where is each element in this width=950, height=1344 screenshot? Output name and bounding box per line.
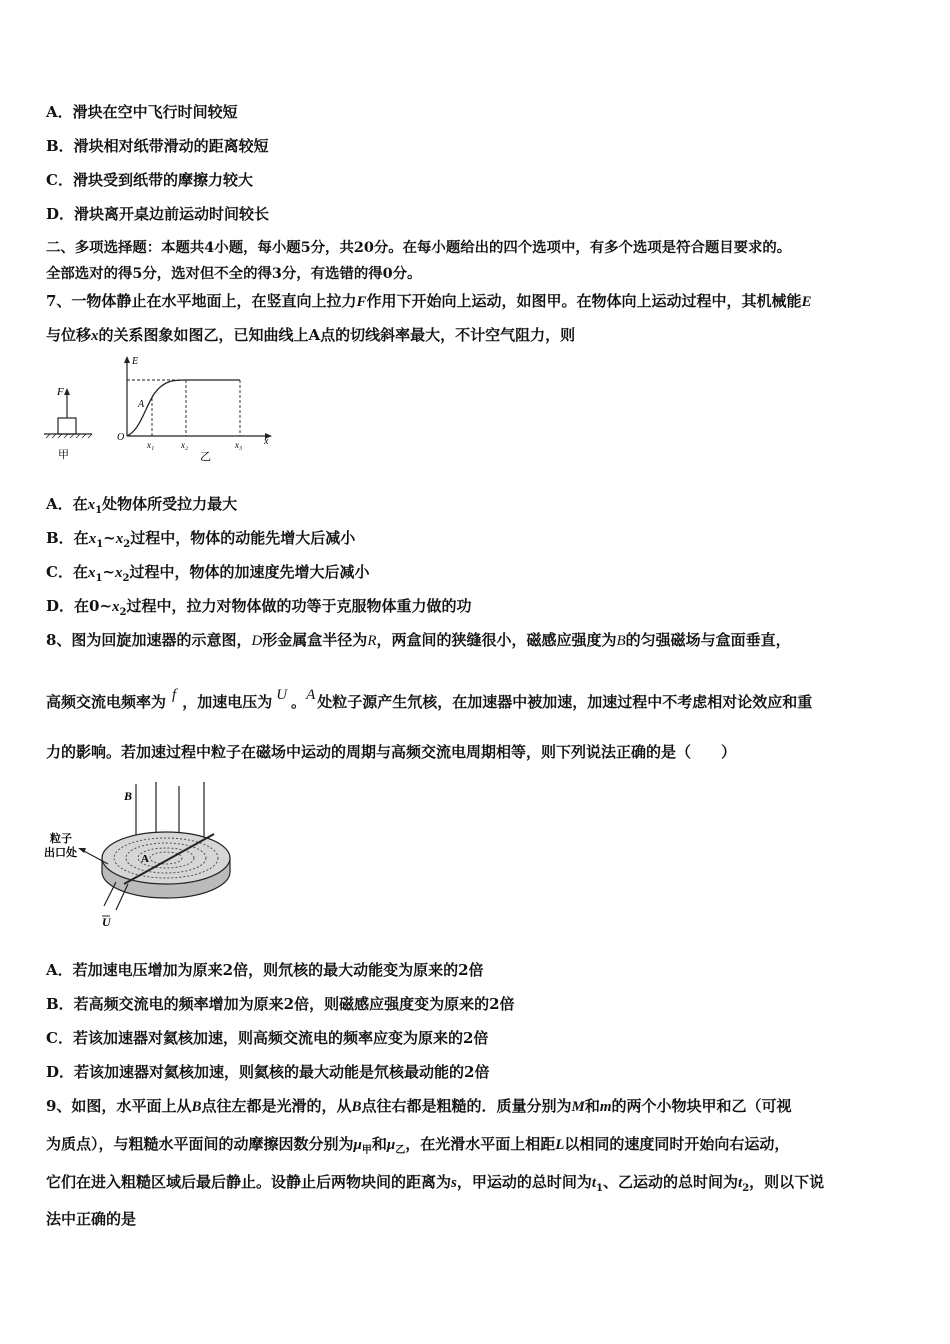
label-particle: 粒子	[50, 833, 72, 845]
q8-stem-line2: 高频交流电频率为 f ，加速电压为 U 。A 处粒子源产生氘核，在加速器中被加速，加速过程中不考虑相对论效应和重	[46, 687, 813, 711]
q6-option-d: D．滑块离开桌边前运动时间较长	[46, 205, 270, 223]
q7-stem-line1: 7、一物体静止在水平地面上，在竖直向上拉力F作用下开始向上运动，如图甲。在物体向上运动过程中，其机械能E	[46, 292, 812, 310]
q7-figure	[44, 350, 284, 468]
q9-stem-line3: 它们在进入粗糙区域后最后静止。设静止后两物块间的距离为s，甲运动的总时间为$t_1$、乙运动的总时间为$t_2$，则以下说	[46, 1173, 825, 1194]
label-U: U	[102, 915, 111, 929]
label-jia: 甲	[58, 449, 69, 461]
q8-figure	[44, 776, 234, 934]
q8-option-a: A．若加速电压增加为原来2倍，则氘核的最大动能变为原来的2倍	[46, 961, 484, 979]
label-A: A	[141, 853, 149, 865]
q7-option-b: B．在$x_1\sim x_2$过程中，物体的动能先增大后减小	[46, 529, 356, 550]
q8-option-b: B．若高频交流电的频率增加为原来2倍，则磁感应强度变为原来的2倍	[46, 995, 515, 1013]
label-x: x	[264, 436, 269, 447]
label-x2: x₂	[181, 440, 189, 450]
arrow-up-icon	[124, 356, 130, 363]
label-yi: 乙	[200, 451, 211, 463]
label-F: F	[57, 386, 64, 398]
label-x1: x₁	[147, 440, 155, 450]
d-shaped-box	[102, 832, 230, 884]
q7-option-a: A．在$x_1$处物体所受拉力最大	[46, 495, 238, 516]
q8-stem-line3: 力的影响。若加速过程中粒子在磁场中运动的周期与高频交流电周期相等，则下列说法正确的是（ ）	[46, 743, 737, 761]
q9-stem-line1: 9、如图，水平面上从B点往左都是光滑的，从B点往右都是粗糙的．质量分别为M和m的两个小物块甲和乙（可视	[46, 1097, 792, 1115]
q9-stem-line2: 为质点），与粗糙水平面间的动摩擦因数分别为$\mu_甲$和$\mu_乙$，在光滑水平面上相距L以相同的速度同时开始向右运动，	[46, 1135, 790, 1156]
q8-option-d: D．若该加速器对氦核加速，则氦核的最大动能是氘核最动能的2倍	[46, 1063, 490, 1081]
q6-option-c: C．滑块受到纸带的摩擦力较大	[46, 171, 253, 189]
q9-stem-line4: 法中正确的是	[46, 1210, 137, 1228]
q7-option-c: C．在$x_1\sim x_2$过程中，物体的加速度先增大后减小	[46, 563, 370, 584]
arrow-left-icon	[78, 848, 86, 853]
q7-stem-line2: 与位移x的关系图象如图乙，已知曲线上A点的切线斜率最大，不计空气阻力，则	[46, 326, 576, 344]
q6-option-b: B．滑块相对纸带滑动的距离较短	[46, 137, 269, 155]
q8-stem-line1: 8、图为回旋加速器的示意图，D形金属盒半径为R，两盒间的狭缝很小，磁感应强度为B的匀强磁场与盒面垂直，	[46, 631, 791, 649]
label-A: A	[138, 399, 145, 410]
q7-figure-jia	[44, 386, 92, 461]
section-header-line1: 二、多项选择题：本题共4小题，每小题5分，共20分。在每小题给出的四个选项中，有多个选项是符合题目要求的。	[46, 239, 792, 256]
q8-option-c: C．若该加速器对氦核加速，则高频交流电的频率应变为原来的2倍	[46, 1029, 489, 1047]
label-B: B	[124, 789, 133, 803]
q6-option-a: A．滑块在空中飞行时间较短	[46, 103, 238, 121]
block-shape	[58, 418, 76, 434]
label-E: E	[132, 356, 139, 367]
q7-figure-yi	[117, 356, 272, 463]
label-x3: x₃	[235, 440, 243, 450]
arrow-up-icon	[64, 388, 70, 395]
q7-option-d: D．在$0\sim x_2$过程中，拉力对物体做的功等于克服物体重力做的功	[46, 597, 472, 618]
section-header-line2: 全部选对的得5分，选对但不全的得3分，有选错的得0分。	[46, 265, 422, 282]
label-exit: 出口处	[44, 847, 77, 859]
label-O: O	[117, 432, 125, 443]
